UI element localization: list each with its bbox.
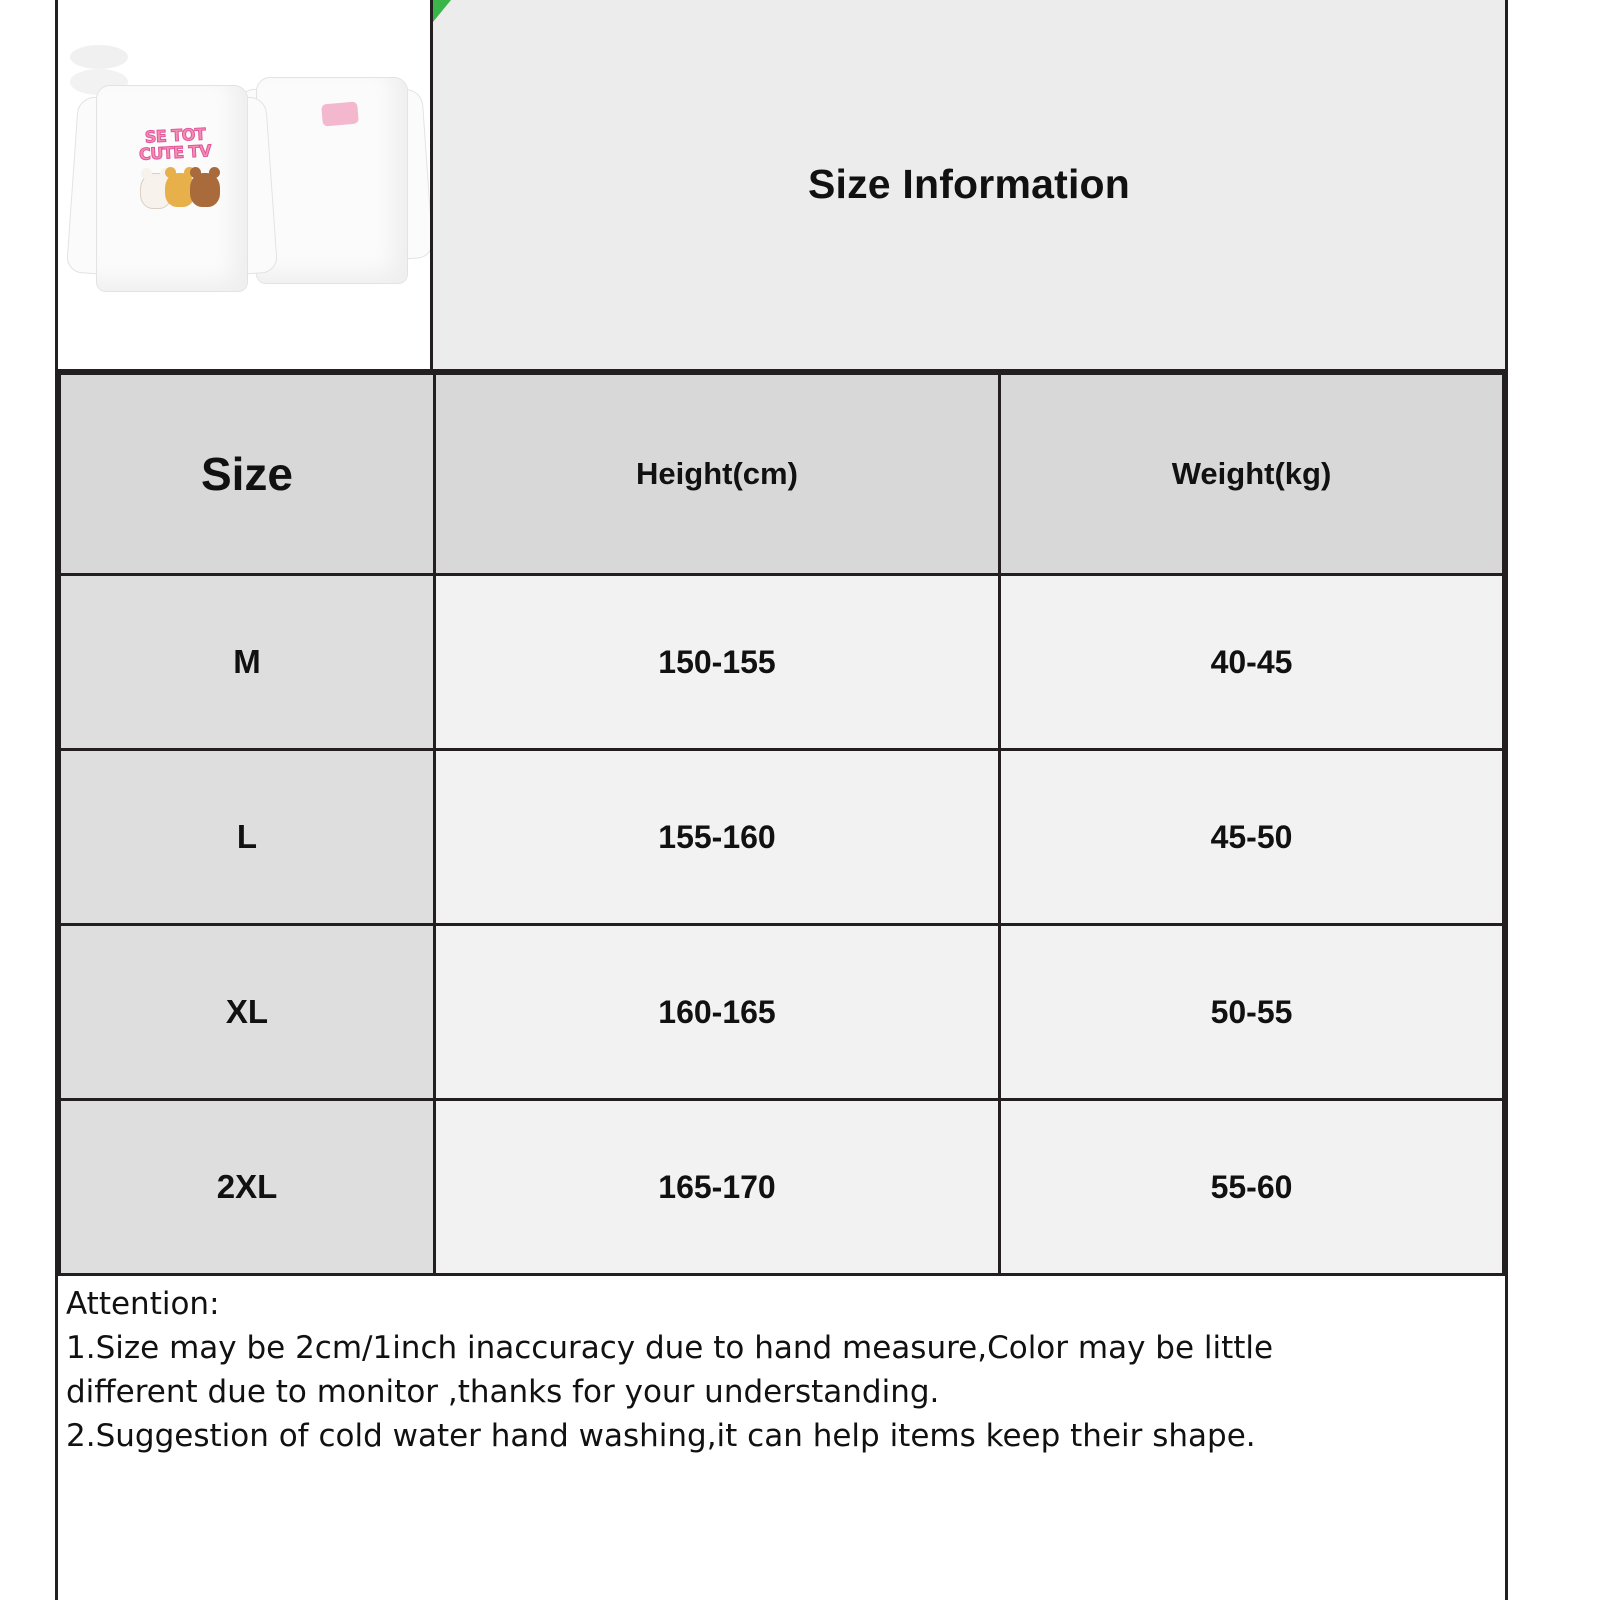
cell-height: 165-170: [435, 1100, 1000, 1275]
size-table: [58, 372, 1505, 1276]
cell-weight: 45-50: [1000, 750, 1504, 925]
cell-weight: 40-45: [1000, 575, 1504, 750]
cell-size: XL: [60, 925, 435, 1100]
back-chest-graphic: [321, 101, 359, 126]
attention-line-3: 2.Suggestion of cold water hand washing,it can help items keep their shape.: [66, 1418, 1256, 1454]
attention-line-1: 1.Size may be 2cm/1inch inaccuracy due to hand measure,Color may be little: [66, 1330, 1274, 1366]
attention-line-2: different due to monitor ,thanks for your understanding.: [66, 1374, 940, 1410]
attention-section: [58, 1276, 1505, 1458]
table-header-row: [60, 374, 1504, 575]
column-header-weight: Weight(kg): [1000, 374, 1504, 575]
cell-size: M: [60, 575, 435, 750]
green-corner-flag-icon: [433, 0, 451, 22]
graphic-text-line2: CUTE TV: [138, 141, 212, 164]
column-header-height: Height(cm): [435, 374, 1000, 575]
front-graphic: [116, 124, 234, 213]
back-collar: [70, 45, 128, 69]
size-chart-sheet: [55, 0, 1508, 1600]
graphic-text-line1: SE TOT: [144, 124, 206, 147]
product-image-cell: [58, 0, 433, 369]
cell-height: 150-155: [435, 575, 1000, 750]
cell-size: L: [60, 750, 435, 925]
cell-weight: 50-55: [1000, 925, 1504, 1100]
table-row: [60, 1100, 1504, 1275]
cell-height: 160-165: [435, 925, 1000, 1100]
attention-heading: Attention:: [66, 1286, 220, 1322]
column-header-size: Size: [60, 374, 435, 575]
title-cell: [433, 0, 1505, 369]
table-row: [60, 750, 1504, 925]
table-row: [60, 925, 1504, 1100]
table-row: [60, 575, 1504, 750]
cell-weight: 55-60: [1000, 1100, 1504, 1275]
cell-height: 155-160: [435, 750, 1000, 925]
header-band: [58, 0, 1505, 372]
bear-icon-brown: [190, 173, 220, 207]
page-title: Size Information: [807, 161, 1131, 207]
product-photo: [70, 45, 422, 327]
cell-size: 2XL: [60, 1100, 435, 1275]
